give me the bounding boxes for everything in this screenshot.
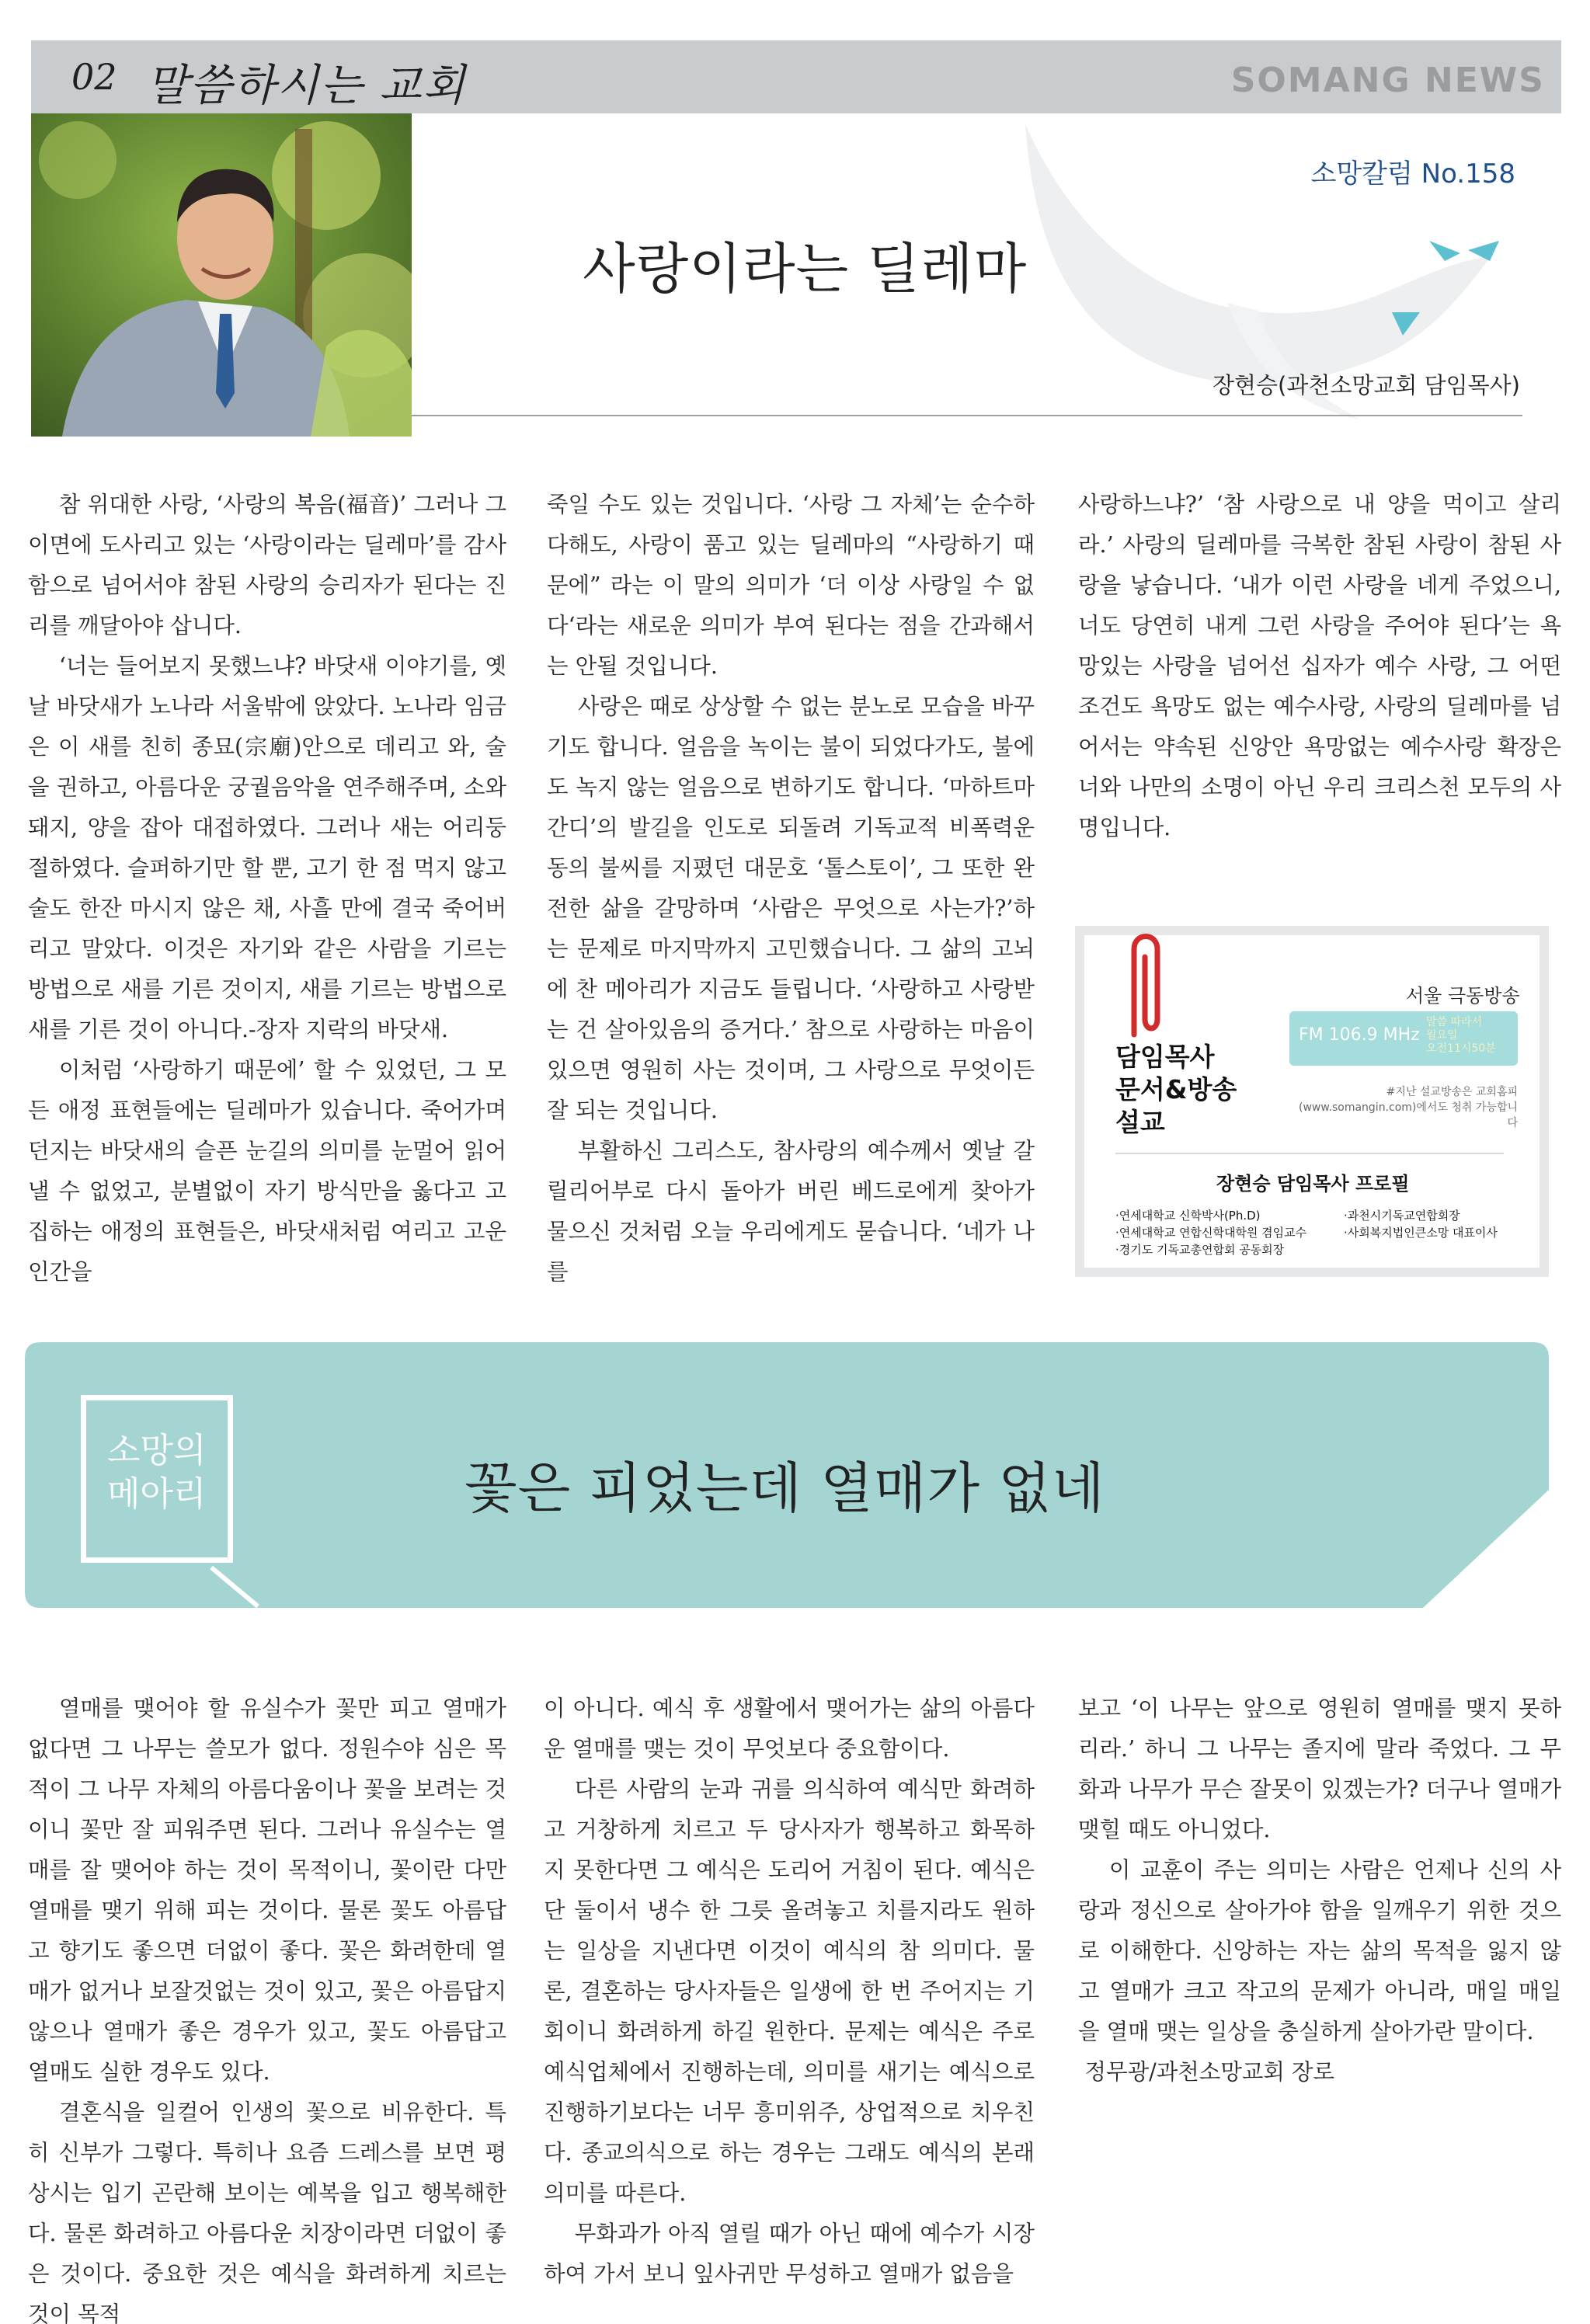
- card-note: [1296, 1084, 1518, 1131]
- profile-title: 장현승 담임목사 프로필: [1216, 1173, 1410, 1195]
- article-byline: 장현승(과천소망교회 담임목사): [1212, 372, 1520, 398]
- card-title-line: 설교: [1115, 1107, 1165, 1137]
- paragraph: 죽일 수도 있는 것입니다. ‘사랑 그 자체’는 순수하다해도, 사랑이 품고 있는 딜레마의 “사랑하기 때문에” 라는 이 말의 의미가 ‘더 이상 사랑일 수 없다‘라는 새로운 의미가 부여 된다는 점을 간과해서는 안될 것입니다.: [547, 492, 1035, 679]
- paperclip-icon: [1111, 926, 1173, 1042]
- credential-item: ·과천시기독교연합회장: [1344, 1209, 1460, 1223]
- paragraph: 보고 ‘이 나무는 앞으로 영원히 열매를 맺지 못하리라.’ 하니 그 나무는 졸지에 말라 죽었다. 그 무화과 나무가 무슨 잘못이 있겠는가? 더구나 열매가 맺힐 때도 아니었다.: [1078, 1696, 1561, 1842]
- paragraph: 무화과가 아직 열릴 때가 아닌 때에 예수가 시장하여 가서 보니 잎사귀만 무성하고 열매가 없음을: [544, 2221, 1035, 2287]
- schedule-line: 월요일: [1426, 1029, 1458, 1042]
- section-title: 말씀하시는 교회: [146, 61, 467, 111]
- paragraph: 열매를 맺어야 할 유실수가 꽃만 피고 열매가 없다면 그 나무는 쓸모가 없다. 정원수야 심은 목적이 그 나무 자체의 아름다움이나 꽃을 보려는 것이니 꽃만 잘 피워주면 된다. 그러나 유실수는 열매를 잘 맺어야 하는 것이 목적이니, 꽃이란 다만 열매를 맺기 위해 피는 것이다. 물론 꽃도 아름답고 향기도 좋으면 더없이 좋다. 꽃은 화려한데 열매가 없거나 보잘것없는 것이 있고, 꽃은 아름답지 않으나 열매가 좋은 경우가 있고, 꽃도 아름답고 열매도 실한 경우도 있다.: [28, 1696, 506, 2085]
- card-title: [1115, 1041, 1237, 1139]
- credential-item: ·경기도 기독교총연합회 공동회장: [1115, 1243, 1285, 1257]
- article-headline: 사랑이라는 딜레마: [583, 237, 1028, 301]
- article-column-2: [547, 485, 1035, 1292]
- tag-line: 소망의: [107, 1431, 207, 1470]
- divider: [412, 415, 1522, 416]
- broadcast-schedule: [1426, 1016, 1496, 1056]
- column-series-number: 소망칼럼 No.158: [1310, 158, 1515, 190]
- brand-logo: SOMANG NEWS: [1230, 61, 1545, 100]
- paragraph: 사랑하느냐?’ ‘참 사랑으로 내 양을 먹이고 살리라.’ 사랑의 딜레마를 극복한 참된 사랑이 참된 사랑을 낳습니다. ‘내가 이런 사랑을 네게 주었으니, 너도 당연히 내게 그런 사랑을 주어야 된다’는 욕망있는 사랑을 넘어선 십자가 예수 사랑, 그 어떤 조건도 욕망도 없는 예수사랑, 사랑의 딜레마를 넘어서는 약속된 신앙안 욕망없는 예수사랑 확장은 너와 나만의 소명이 아닌 우리 크리스천 모두의 사명입니다.: [1078, 492, 1561, 840]
- note-line: #지난 설교방송은 교회홈피: [1386, 1086, 1518, 1098]
- schedule-line: 말씀 따라서: [1426, 1016, 1483, 1028]
- card-title-line: 담임목사: [1115, 1042, 1215, 1072]
- paragraph: ‘너는 들어보지 못했느냐? 바닷새 이야기를, 옛날 바닷새가 노나라 서울밖에 앉았다. 노나라 임금은 이 새를 친히 종묘(宗廟)안으로 데리고 와, 술을 권하고, 아름다운 궁궐음악을 연주해주며, 소와 돼지, 양을 잡아 대접하였다. 그러나 새는 어리둥절하였다. 슬퍼하기만 할 뿐, 고기 한 점 먹지 않고 술도 한잔 마시지 않은 채, 사흘 만에 결국 죽어버리고 말았다. 이것은 자기와 같은 사람을 기르는 방법으로 새를 기른 것이지, 새를 기르는 방법으로 새를 기른 것이 아니다.-장자 지락의 바닷새.: [28, 653, 506, 1042]
- pastor-photo: [31, 113, 412, 437]
- note-line: (www.somangin.com)에서도 청취 가능합니다: [1298, 1101, 1518, 1129]
- card-title-line: 문서&방송: [1115, 1074, 1237, 1105]
- radio-station: 서울 극동방송: [1406, 985, 1520, 1007]
- paragraph: 부활하신 그리스도, 참사랑의 예수께서 옛날 갈릴리어부로 다시 돌아가 버린 베드로에게 찾아가 물으신 것처럼 오늘 우리에게도 묻습니다. ‘네가 나를: [547, 1138, 1035, 1285]
- tag-line: 메아리: [107, 1474, 207, 1514]
- article2-column-3: [1078, 1689, 1561, 2093]
- article2-column-1: [28, 1689, 506, 2324]
- credentials-right: [1344, 1207, 1498, 1241]
- credential-item: ·연세대학교 연합신학대학원 겸임교수: [1115, 1226, 1307, 1240]
- column-tag: [107, 1429, 207, 1516]
- credentials-left: [1115, 1207, 1306, 1258]
- paragraph: 참 위대한 사랑, ‘사랑의 복음(福音)’ 그러나 그 이면에 도사리고 있는 ‘사랑이라는 딜레마’를 감사함으로 넘어서야 참된 사랑의 승리자가 된다는 진리를 깨달아야 삽니다.: [28, 492, 506, 638]
- paragraph: 다른 사람의 눈과 귀를 의식하여 예식만 화려하고 거창하게 치르고 두 당사자가 행복하고 화목하지 못한다면 그 예식은 도리어 거침이 된다. 예식은 단 둘이서 냉수 한 그릇 올려놓고 치를지라도 원하는 일상을 지낸다면 이것이 예식의 참 의미다. 물론, 결혼하는 당사자들은 일생에 한 번 주어지는 기회이니 화려하게 하길 원한다. 문제는 예식은 주로 예식업체에서 진행하는데, 의미를 새기는 예식으로 진행하기보다는 너무 흥미위주, 상업적으로 치우친다. 종교의식으로 하는 경우는 그래도 예식의 본래 의미를 따른다.: [544, 1776, 1035, 2206]
- schedule-line: 오전11시50분: [1426, 1042, 1496, 1055]
- credential-item: ·연세대학교 신학박사(Ph.D): [1115, 1209, 1261, 1223]
- divider: [1115, 1153, 1504, 1154]
- page-number: 02: [71, 56, 117, 98]
- article2-column-2: [544, 1689, 1035, 2294]
- paragraph: 이 아니다. 예식 후 생활에서 맺어가는 삶의 아름다운 열매를 맺는 것이 무엇보다 중요함이다.: [544, 1696, 1035, 1762]
- paragraph: 사랑은 때로 상상할 수 없는 분노로 모습을 바꾸기도 합니다. 얼음을 녹이는 불이 되었다가도, 불에도 녹지 않는 얼음으로 변하기도 합니다. ‘마하트마 간디’의 발길을 인도로 되돌려 기독교적 비폭력운동의 불씨를 지폈던 대문호 ‘톨스토이’, 그 또한 완전한 삶을 갈망하며 ‘사람은 무엇으로 사는가?’하는 문제로 마지막까지 고민했습니다. 그 삶의 고뇌에 찬 메아리가 지금도 들립니다. ‘사랑하고 사랑받는 건 살아있음의 증거다.’ 참으로 사랑하는 마음이 있으면 영원히 사는 것이며, 그 사랑으로 무엇이든 잘 되는 것입니다.: [547, 694, 1035, 1123]
- article-author: 정무광/과천소망교회 장로: [1084, 2059, 1335, 2085]
- credential-item: ·사회복지법인큰소망 대표이사: [1344, 1226, 1498, 1240]
- paragraph: 이 교훈이 주는 의미는 사람은 언제나 신의 사랑과 정신으로 살아가야 함을 일깨우기 위한 것으로 이해한다. 신앙하는 자는 삶의 목적을 잃지 않고 열매가 크고 작고의 문제가 아니라, 매일 매일을 열매 맺는 일상을 충실하게 살아가란 말이다.: [1078, 1857, 1561, 2044]
- article-column-1: [28, 485, 506, 1292]
- small-bird-icon: [1429, 241, 1460, 261]
- paragraph: 이처럼 ‘사랑하기 때문에’ 할 수 있었던, 그 모든 애정 표현들에는 딜레마가 있습니다. 죽어가며 던지는 바닷새의 슬픈 눈길의 의미를 눈멀어 읽어 낼 수 없었고, 분별없이 자기 방식만을 옳다고 고집하는 애정의 표현들은, 바닷새처럼 여리고 고운 인간을: [28, 1057, 506, 1285]
- radio-frequency: FM 106.9 MHz: [1299, 1025, 1420, 1045]
- article-column-3: [1078, 485, 1561, 848]
- article-headline-2: 꽃은 피었는데 열매가 없네: [464, 1456, 1105, 1520]
- paragraph: 결혼식을 일컬어 인생의 꽃으로 비유한다. 특히 신부가 그렇다. 특히나 요즘 드레스를 보면 평상시는 입기 곤란해 보이는 예복을 입고 행복해한다. 물론 화려하고 아름다운 치장이라면 더없이 좋은 것이다. 중요한 것은 예식을 화려하게 치르는 것이 목적: [28, 2100, 506, 2324]
